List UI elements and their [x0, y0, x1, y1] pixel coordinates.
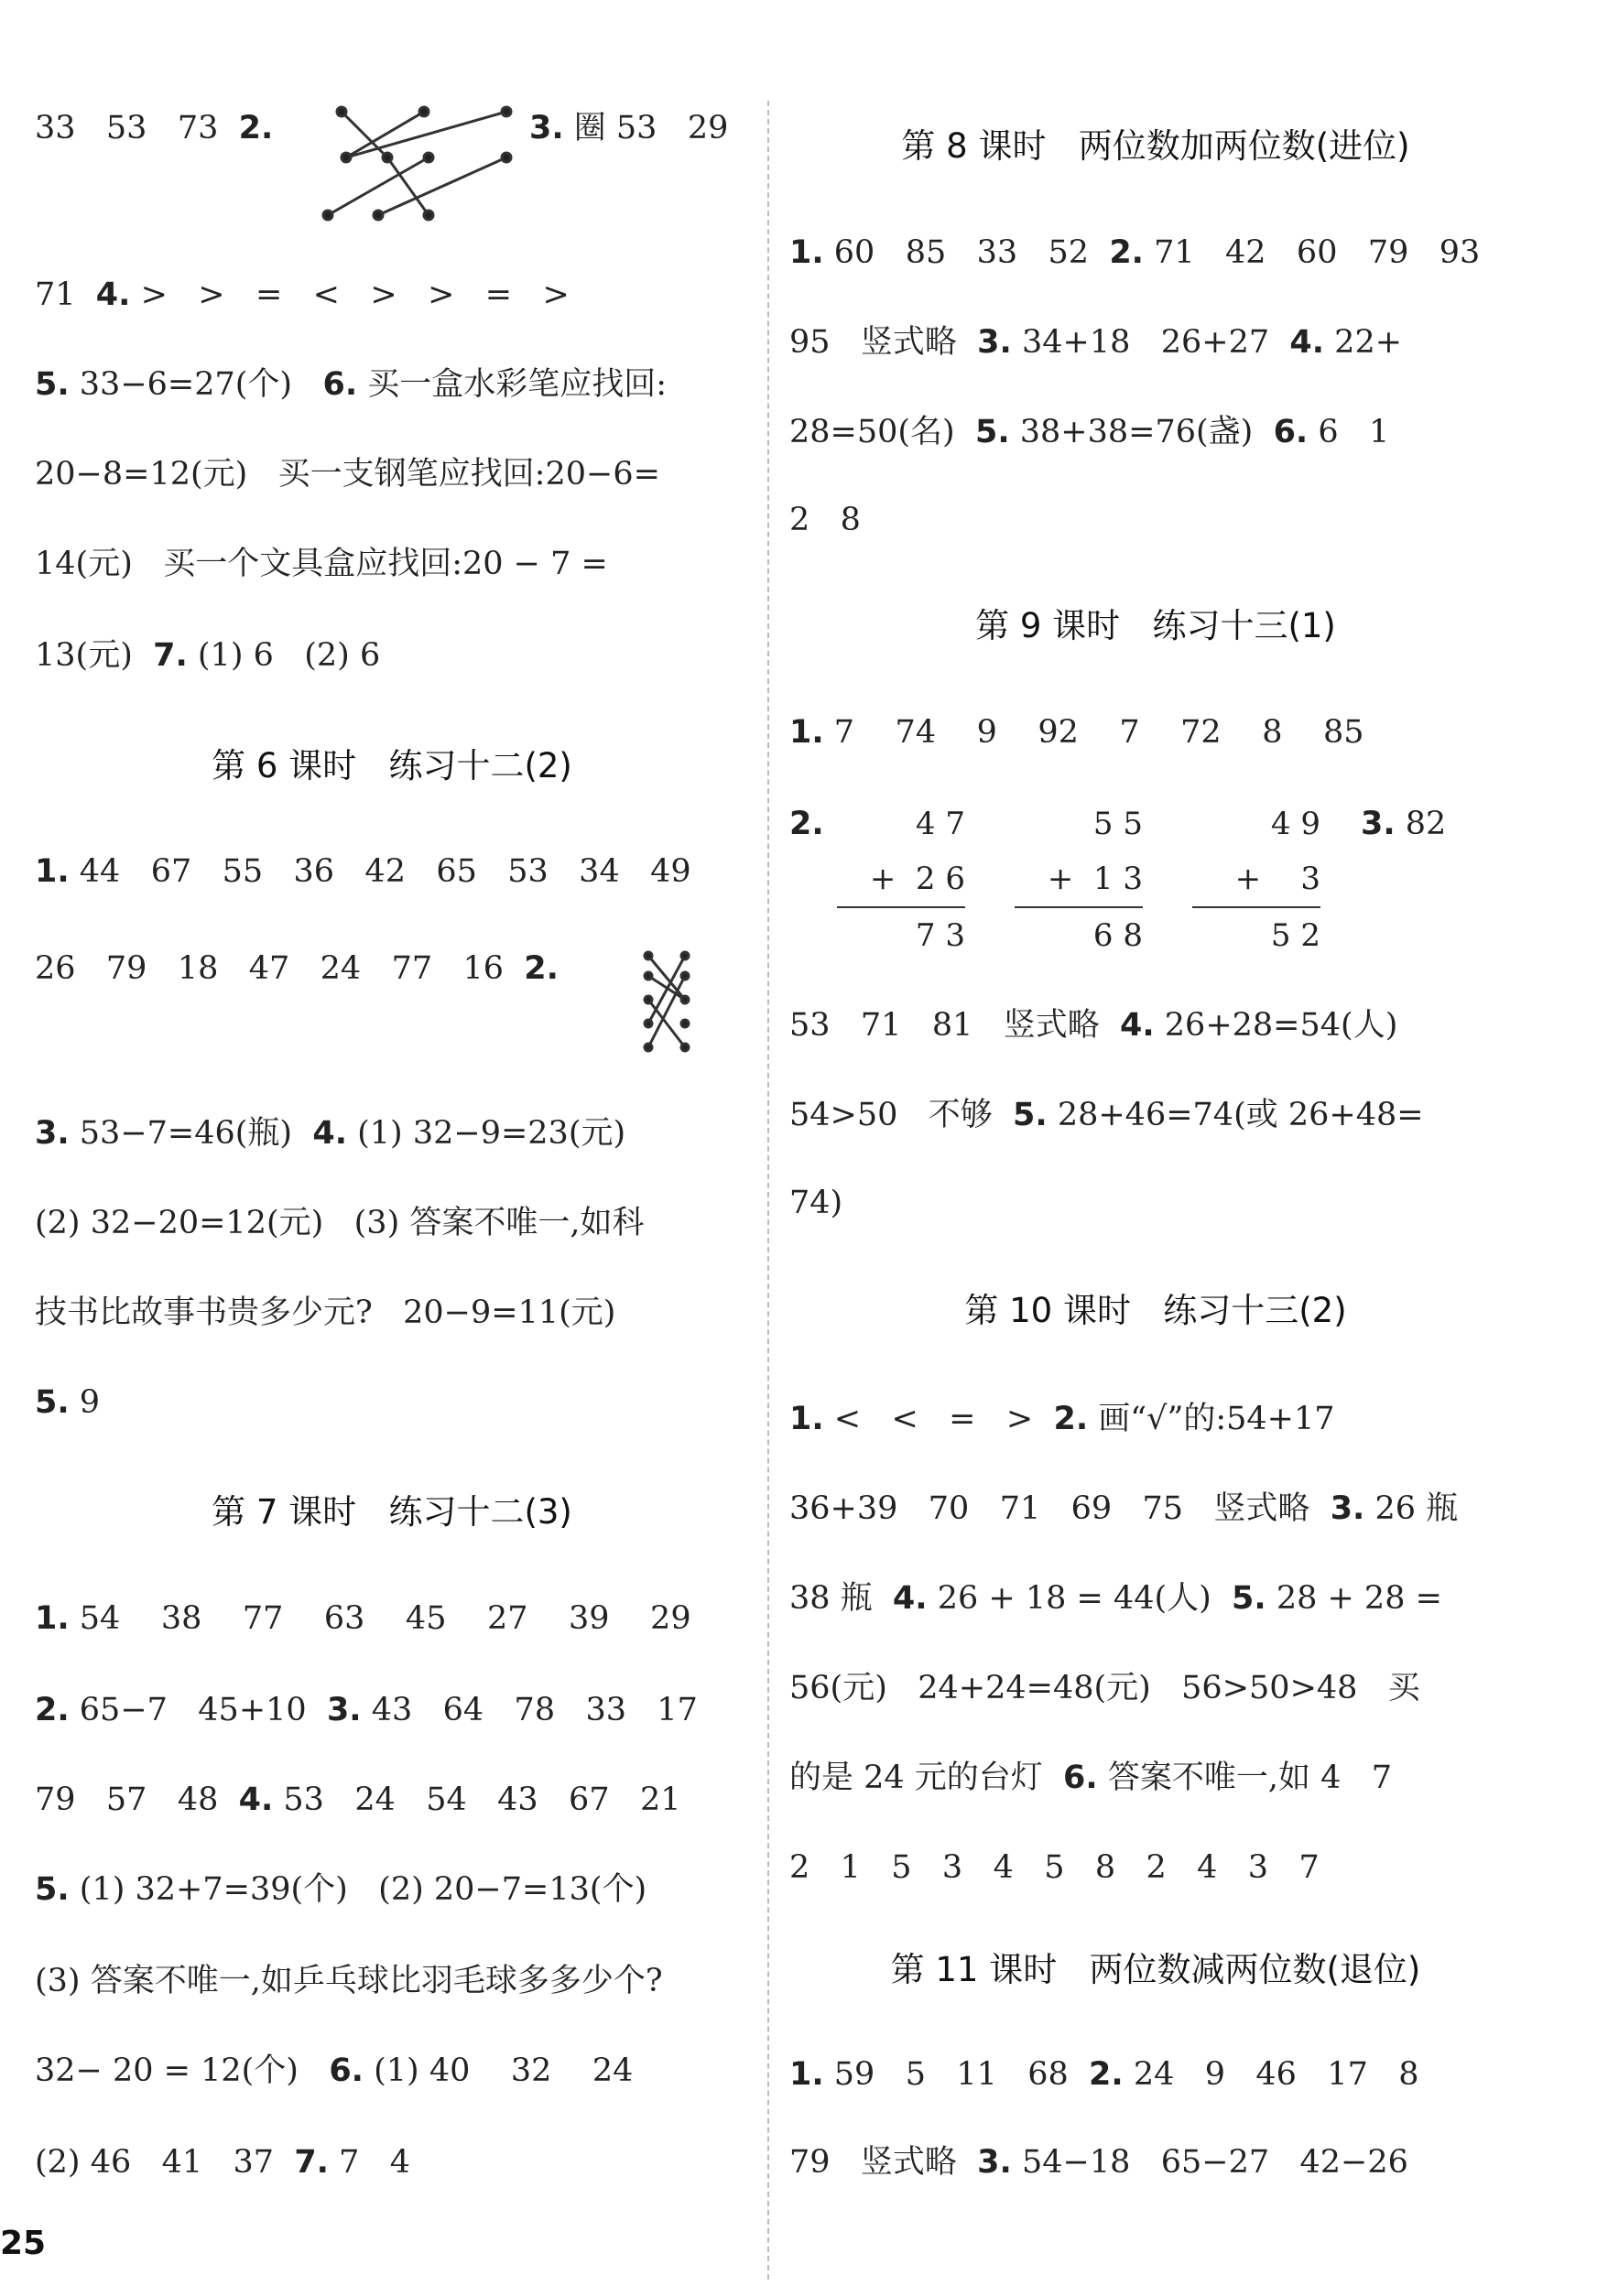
answer-line: 20−8=12(元) 买一支钢笔应找回:20−6= — [35, 456, 660, 493]
answer-line: 2. — [789, 806, 824, 842]
answer-line: 13(元) 7. (1) 6 (2) 6 — [35, 637, 381, 674]
answer-line: (2) 32−20=12(元) (3) 答案不唯一,如科 — [35, 1205, 645, 1241]
answer-line: 26 79 18 47 24 77 16 2. — [35, 950, 559, 987]
answer-line: 3. 圈 53 29 — [529, 110, 729, 146]
answer-line: 54>50 不够 5. 28+46=74(或 26+48= — [789, 1097, 1424, 1133]
answer-line: 1. 54 38 77 63 45 27 39 29 — [35, 1600, 691, 1637]
answer-line: 3. 53−7=46(瓶) 4. (1) 32−9=23(元) — [35, 1115, 626, 1152]
answer-line: 74) — [789, 1185, 843, 1221]
answer-line: 79 57 48 4. 53 24 54 43 67 21 — [35, 1782, 681, 1818]
answer-line: 1. 60 85 33 52 2. 71 42 60 79 93 — [789, 234, 1481, 271]
answer-line: 1. < < = > 2. 画“√”的:54+17 — [789, 1401, 1335, 1437]
section-heading-lesson-6: 第 6 课时 练习十二(2) — [212, 746, 572, 785]
answer-line: 95 竖式略 3. 34+18 26+27 4. 22+ — [789, 324, 1403, 361]
page-number: 25 — [0, 2225, 47, 2262]
answer-line: 3. 82 — [1361, 806, 1447, 842]
answer-line: 38 瓶 4. 26 + 18 = 44(人) 5. 28 + 28 = — [789, 1580, 1442, 1617]
answer-line: 5. 33−6=27(个) 6. 买一盒水彩笔应找回: — [35, 366, 668, 403]
section-heading-lesson-9: 第 9 课时 练习十三(1) — [975, 606, 1336, 645]
answer-line: (2) 46 41 37 7. 7 4 — [35, 2144, 411, 2181]
answer-line: 技书比故事书贵多少元? 20−9=11(元) — [35, 1294, 616, 1331]
vertical-addition-2: 5 5 + 1 3 6 8 — [1015, 796, 1143, 963]
answer-line: 1. 59 5 11 68 2. 24 9 46 17 8 — [789, 2056, 1419, 2093]
answer-line: 71 4. > > = < > > = > — [35, 276, 570, 313]
answer-line: 32− 20 = 12(个) 6. (1) 40 32 24 — [35, 2052, 634, 2089]
vertical-addition-3: 4 9 + 3 5 2 — [1192, 796, 1320, 963]
vertical-addition-1: 4 7 + 2 6 7 3 — [837, 796, 965, 963]
answer-line: 2 8 — [789, 502, 861, 538]
answer-line: 5. 9 — [35, 1384, 101, 1421]
answer-line: 79 竖式略 3. 54−18 65−27 42−26 — [789, 2144, 1408, 2181]
answer-line: 的是 24 元的台灯 6. 答案不唯一,如 4 7 — [789, 1760, 1392, 1796]
section-heading-lesson-8: 第 8 课时 两位数加两位数(进位) — [901, 126, 1410, 166]
column-divider — [767, 101, 769, 2280]
answer-line: (3) 答案不唯一,如乒乓球比羽毛球多多少个? — [35, 1963, 663, 1999]
answer-line: 2 1 5 3 4 5 8 2 4 3 7 — [789, 1849, 1320, 1886]
matching-lines-figure — [300, 101, 520, 229]
section-heading-lesson-10: 第 10 课时 练习十三(2) — [964, 1291, 1347, 1330]
section-heading-lesson-11: 第 11 课时 两位数减两位数(退位) — [890, 1950, 1421, 1989]
answer-line: 53 71 81 竖式略 4. 26+28=54(人) — [789, 1007, 1398, 1044]
answer-line: 5. (1) 32+7=39(个) (2) 20−7=13(个) — [35, 1871, 647, 1908]
answer-line: 56(元) 24+24=48(元) 56>50>48 买 — [789, 1670, 1420, 1706]
answer-line: 33 53 73 2. — [35, 110, 274, 146]
section-heading-lesson-7: 第 7 课时 练习十二(3) — [212, 1492, 572, 1532]
answer-line: 28=50(名) 5. 38+38=76(盏) 6. 6 1 — [789, 414, 1390, 450]
answer-line: 36+39 70 71 69 75 竖式略 3. 26 瓶 — [789, 1490, 1459, 1527]
matching-lines-figure-2 — [639, 948, 694, 1058]
answer-line: 2. 65−7 45+10 3. 43 64 78 33 17 — [35, 1692, 698, 1728]
answer-line: 14(元) 买一个文具盒应找回:20 − 7 = — [35, 546, 608, 582]
answer-line: 1. 7 74 9 92 7 72 8 85 — [789, 714, 1364, 751]
answer-line: 1. 44 67 55 36 42 65 53 34 49 — [35, 853, 691, 890]
